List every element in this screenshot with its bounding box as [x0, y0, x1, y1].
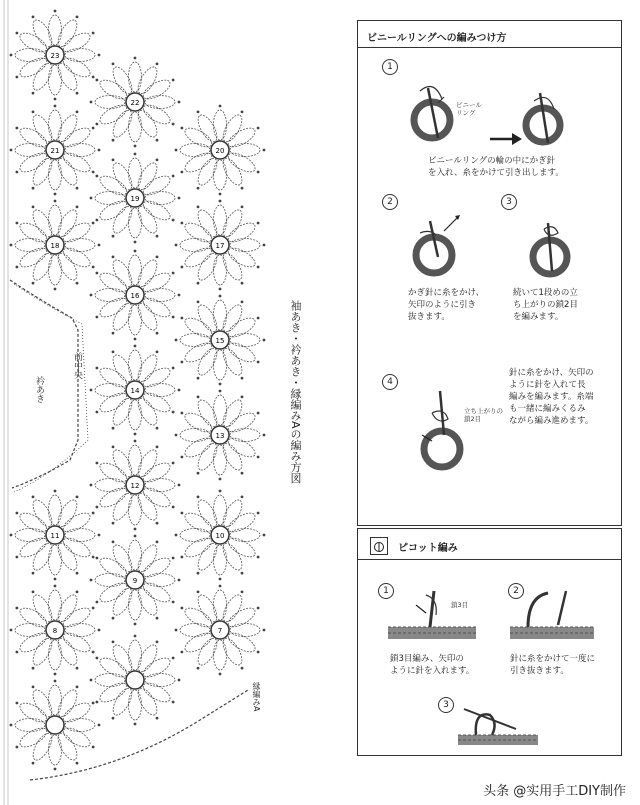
picot-panel-title: ピコット編み — [398, 543, 458, 554]
motif-number: 16 — [130, 292, 140, 300]
vinyl-ring-label: ビニール リング — [456, 101, 482, 117]
flower-motif — [90, 250, 181, 341]
flower-motif — [175, 390, 266, 481]
motif-number: 22 — [130, 99, 140, 107]
step-1-caption: ビニールリングの輪の中にかぎ針 を入れ、糸をかけて引き出します。 — [428, 156, 564, 178]
flower-motif — [90, 635, 181, 726]
chart-vertical-title: 袖あき・衿あき・縁編みAの編み方図 — [289, 300, 302, 484]
label-edging-a: 縁編みA — [252, 682, 261, 712]
picot-symbol-icon — [370, 537, 388, 555]
motif-number: 18 — [50, 242, 60, 250]
step-1-illustration — [398, 73, 588, 158]
motif-number: 13 — [215, 432, 225, 440]
flower-motif — [10, 585, 101, 676]
picot-step-3-number: 3 — [438, 697, 454, 713]
motif-number: 12 — [130, 482, 140, 490]
motif-number: 23 — [50, 52, 60, 60]
vinyl-ring-panel — [357, 20, 622, 526]
flower-motif — [175, 295, 266, 386]
picot-step-2-number: 2 — [508, 583, 524, 599]
motif-number: 10 — [215, 532, 225, 540]
picot-panel — [357, 528, 622, 756]
motif-number: 19 — [130, 195, 140, 203]
flower-motif — [175, 585, 266, 676]
motif-number: 15 — [215, 337, 225, 345]
picot-step-3-illustration — [456, 699, 546, 751]
bottom-edging-line — [30, 690, 248, 780]
flower-motif — [175, 490, 266, 581]
step-3-caption: 続いて1段めの立 ち上がりの鎖2目 を編みます。 — [513, 288, 578, 322]
flower-motif — [10, 680, 101, 771]
label-collar-opening: 衿あき — [34, 376, 44, 403]
motif-number: 20 — [215, 147, 225, 155]
picot-step-1-caption: 鎖3目編み、矢印の ように針を入れます。 — [390, 654, 475, 676]
picot-step-1-illustration — [386, 585, 481, 645]
flower-motif — [90, 345, 181, 436]
flower-motif — [175, 105, 266, 196]
step-1-number: 1 — [382, 59, 398, 75]
step-4-illustration — [404, 383, 484, 483]
flower-motif — [10, 105, 101, 196]
motif-number: 9 — [132, 577, 138, 585]
picot-step-2-caption: 針に糸をかけて一度に 引き抜きます。 — [510, 654, 596, 676]
vinyl-ring-panel-title: ビニールリングへの編みつけ方 — [367, 33, 507, 44]
step-2-number: 2 — [382, 194, 398, 210]
motif-number: 7 — [217, 627, 223, 635]
step-4-caption: 針に糸をかけ、矢印の ように針を入れて長 編みを編みます。糸端 も一緒に編みくるみ ながら編み進めます。 — [509, 368, 594, 426]
panel-divider — [358, 47, 621, 48]
step-2-illustration — [400, 209, 480, 284]
flower-motif — [90, 153, 181, 244]
flower-motif — [10, 200, 101, 291]
chain3-label: 鎖3目 — [451, 601, 469, 609]
flower-motif — [90, 440, 181, 531]
flower-motif — [10, 490, 101, 581]
watermark: 头条 @实用手工DIY制作 — [483, 784, 626, 799]
label-front-center: 前中央 — [72, 352, 82, 379]
motif-number: 8 — [52, 627, 58, 635]
picot-step-2-illustration — [508, 587, 598, 647]
motif-number: 21 — [50, 147, 60, 155]
motif-number: 14 — [130, 387, 140, 395]
motif-number: 17 — [215, 242, 225, 250]
flower-motif — [90, 535, 181, 626]
step-3-illustration — [518, 209, 598, 284]
step-4-number: 4 — [382, 374, 398, 390]
step-2-caption: かぎ針に糸をかけ、 矢印のように引き 抜きます。 — [408, 288, 485, 322]
step-3-number: 3 — [501, 194, 517, 210]
panel-divider — [358, 559, 621, 560]
motif-number: 11 — [50, 532, 60, 540]
turning-chain-label: 立ち上がりの 鎖2目 — [464, 407, 503, 423]
flower-motif — [10, 10, 101, 101]
collar-edging-line — [14, 284, 88, 492]
flower-motif — [90, 57, 181, 148]
picot-step-1-number: 1 — [378, 583, 394, 599]
flower-motif — [175, 200, 266, 291]
